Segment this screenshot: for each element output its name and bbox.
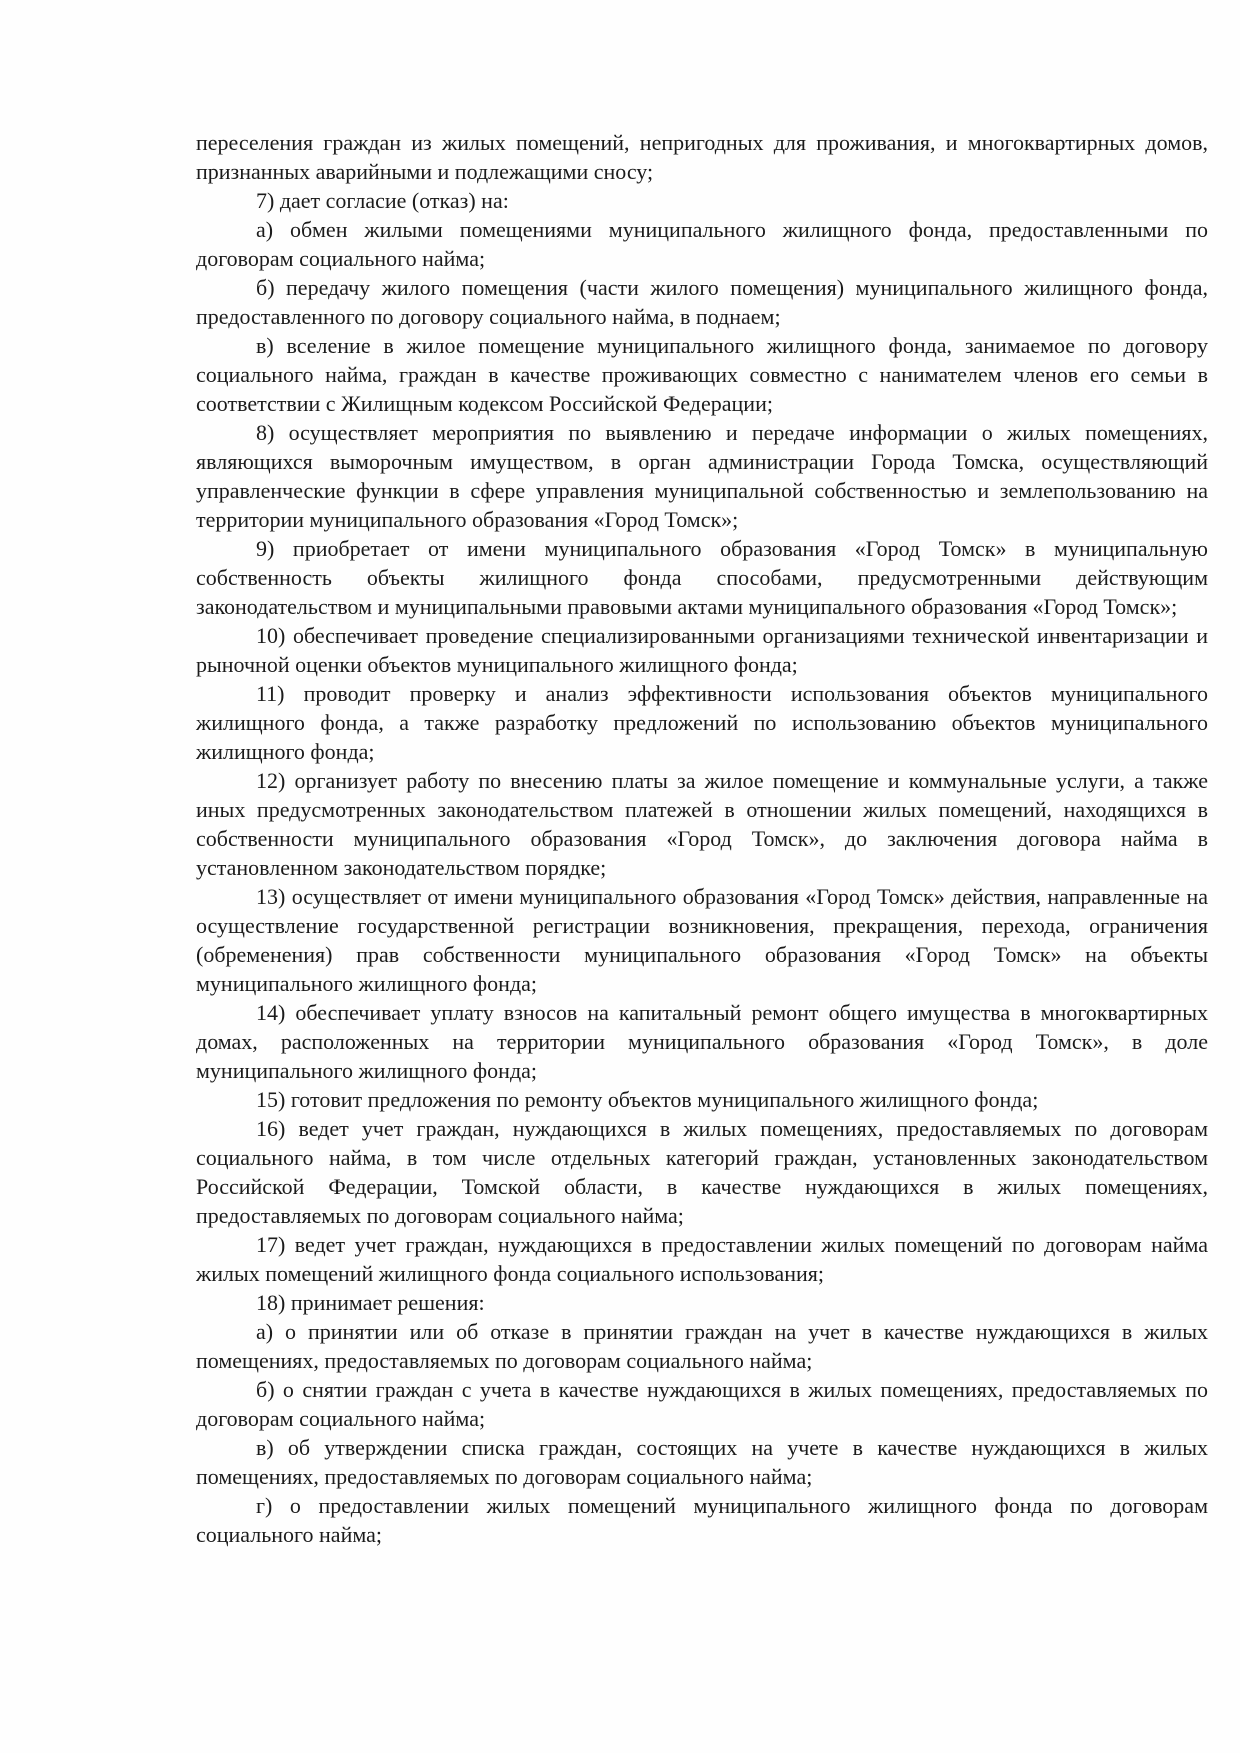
paragraph-item-16: 16) ведет учет граждан, нуждающихся в жилых помещениях, предоставляемых по договорам социального найма, в том числе отдельных категорий граждан, установленных законодательством Российской Федерации, Томской области, в качестве нуждающихся в жилых помещениях, предоставляемых по договорам социального найма; [196, 1116, 1208, 1228]
paragraph-continuation: переселения граждан из жилых помещений, непригодных для проживания, и многоквартирных домов, признанных аварийными и подлежащими сносу; [196, 130, 1208, 184]
paragraph-item-18g: г) о предоставлении жилых помещений муниципального жилищного фонда по договорам социального найма; [196, 1493, 1208, 1547]
paragraph-item-12: 12) организует работу по внесению платы за жилое помещение и коммунальные услуги, а также иных предусмотренных законодательством платежей в отношении жилых помещений, находящихся в собственности муниципального образования «Город Томск», до заключения договора найма в установленном законодательством порядке; [196, 768, 1208, 880]
paragraph-item-10: 10) обеспечивает проведение специализированными организациями технической инвентаризации и рыночной оценки объектов муниципального жилищного фонда; [196, 623, 1208, 677]
paragraph-item-11: 11) проводит проверку и анализ эффективности использования объектов муниципального жилищного фонда, а также разработку предложений по использованию объектов муниципального жилищного фонда; [196, 681, 1208, 764]
paragraph-item-18: 18) принимает решения: [256, 1290, 485, 1315]
paragraph-item-17: 17) ведет учет граждан, нуждающихся в предоставлении жилых помещений по договорам найма жилых помещений жилищного фонда социального использования; [196, 1232, 1208, 1286]
paragraph-item-15: 15) готовит предложения по ремонту объектов муниципального жилищного фонда; [256, 1087, 1039, 1112]
paragraph-item-18b: б) о снятии граждан с учета в качестве нуждающихся в жилых помещениях, предоставляемых по договорам социального найма; [196, 1377, 1208, 1431]
paragraph-item-7b: б) передачу жилого помещения (части жилого помещения) муниципального жилищного фонда, предоставленного по договору социального найма, в поднаем; [196, 275, 1208, 329]
paragraph-item-18v: в) об утверждении списка граждан, состоящих на учете в качестве нуждающихся в жилых помещениях, предоставляемых по договорам социального найма; [196, 1435, 1208, 1489]
paragraph-item-8: 8) осуществляет мероприятия по выявлению и передаче информации о жилых помещениях, являющихся выморочным имуществом, в орган администрации Города Томска, осуществляющий управленческие функции в сфере управления муниципальной собственностью и землепользованию на территории муниципального образования «Город Томск»; [196, 420, 1208, 532]
paragraph-item-18a: а) о принятии или об отказе в принятии граждан на учет в качестве нуждающихся в жилых помещениях, предоставляемых по договорам социального найма; [196, 1319, 1208, 1373]
paragraph-item-9: 9) приобретает от имени муниципального образования «Город Томск» в муниципальную собственность объекты жилищного фонда способами, предусмотренными действующим законодательством и муниципальными правовыми актами муниципального образования «Город Томск»; [196, 536, 1208, 619]
paragraph-item-14: 14) обеспечивает уплату взносов на капитальный ремонт общего имущества в многоквартирных домах, расположенных на территории муниципального образования «Город Томск», в доле муниципального жилищного фонда; [196, 1000, 1208, 1083]
paragraph-item-7v: в) вселение в жилое помещение муниципального жилищного фонда, занимаемое по договору социального найма, граждан в качестве проживающих совместно с нанимателем членов его семьи в соответствии с Жилищным кодексом Российской Федерации; [196, 333, 1208, 416]
paragraph-item-7: 7) дает согласие (отказ) на: [256, 188, 509, 213]
paragraph-item-13: 13) осуществляет от имени муниципального образования «Город Томск» действия, направленные на осуществление государственной регистрации возникновения, прекращения, перехода, ограничения (обременения) прав собственности муниципального образования «Город Томск» на объекты муниципального жилищного фонда; [196, 884, 1208, 996]
paragraph-item-7a: а) обмен жилыми помещениями муниципального жилищного фонда, предоставленными по договорам социального найма; [196, 217, 1208, 271]
document-body [196, 128, 1208, 1549]
